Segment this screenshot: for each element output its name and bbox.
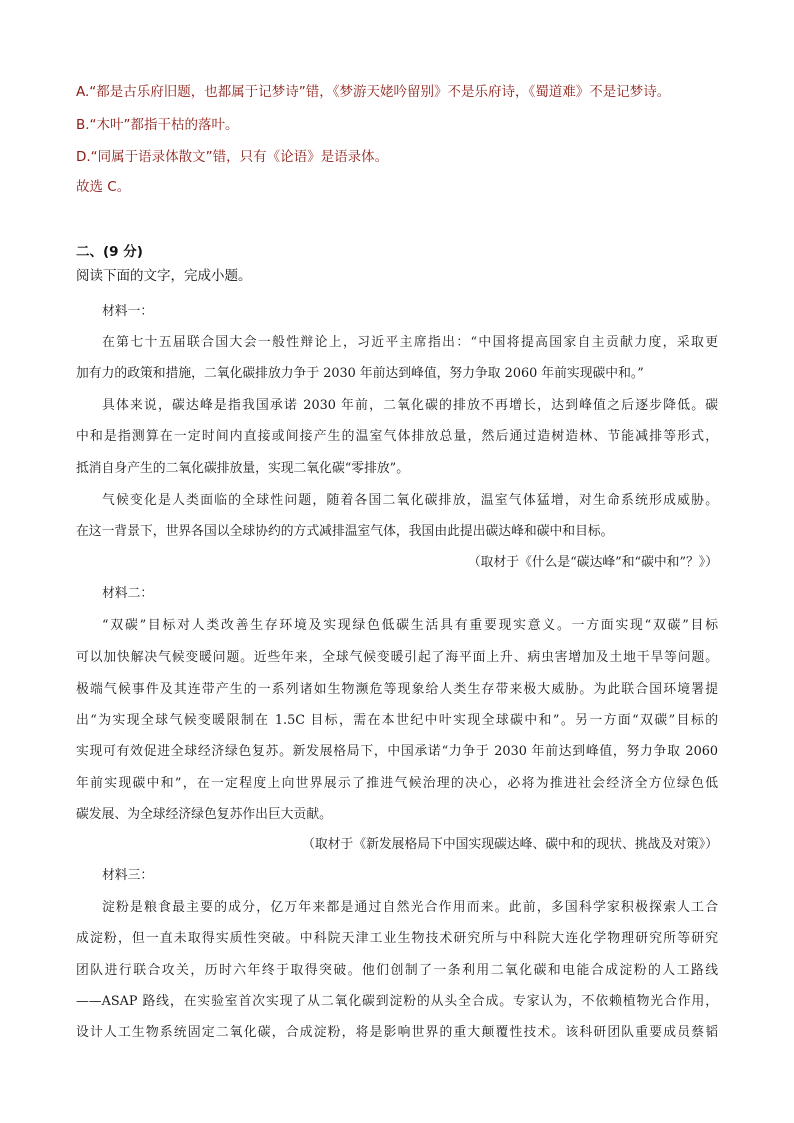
section-heading: 二、(9 分)	[76, 244, 143, 260]
material1-source: （取材于《什么是“碳达峰”和“碳中和”？》）	[467, 555, 718, 570]
material2-line: 碳发展、为全球经济绿色复苏作出巨大贡献。	[76, 807, 332, 822]
material1-line: 气候变化是人类面临的全球性问题，随着各国二氧化碳排放，温室气体猛增，对生命系统形成威胁。	[102, 493, 718, 508]
material3-line: 团队进行联合攻关，历时六年终于取得突破。他们创制了一条利用二氧化碳和电能合成淀粉的人工路线	[76, 963, 718, 978]
material1-line: 加有力的政策和措施，二氧化碳排放力争于 2030 年前达到峰值，努力争取 2060 年前实现碳中和。”	[76, 366, 644, 381]
material2-line: “双碳”目标对人类改善生存环境及实现绿色低碳生活具有重要现实意义。一方面实现“双碳”目标	[102, 618, 718, 633]
material2-label: 材料二：	[102, 586, 154, 601]
material3-line: 淀粉是粮食最主要的成分，亿万年来都是通过自然光合作用而来。此前，多国科学家积极探索人工合	[102, 900, 718, 915]
material1-line: 抵消自身产生的二氧化碳排放量，实现二氧化碳“零排放”。	[76, 461, 410, 476]
material2-line: 可以加快解决气候变暖问题。近些年来，全球气候变暖引起了海平面上升、病虫害增加及土地干旱等问题。	[76, 650, 718, 665]
material3-line: ——ASAP 路线，在实验室首次实现了从二氧化碳到淀粉的从头全合成。专家认为，不依赖植物光合作用，	[76, 994, 718, 1009]
material1-line: 具体来说，碳达峰是指我国承诺 2030 年前，二氧化碳的排放不再增长，达到峰值之后逐步降低。碳	[102, 398, 718, 413]
material1-line: 中和是指测算在一定时间内直接或间接产生的温室气体排放总量，然后通过造树造林、节能减排等形式，	[76, 429, 718, 444]
material3-label: 材料三：	[102, 868, 154, 883]
material3-line: 设计人工生物系统固定二氧化碳，合成淀粉，将是影响世界的重大颠覆性技术。该科研团队重要成员蔡韬	[76, 1025, 718, 1040]
section-instruction: 阅读下面的文字，完成小题。	[76, 268, 252, 284]
material1-line: 在第七十五届联合国大会一般性辩论上，习近平主席指出：“中国将提高国家自主贡献力度，采取更	[102, 335, 718, 350]
material3-line: 成淀粉，但一直未取得实质性突破。中科院天津工业生物技术研究所与中科院大连化学物理研究所等研究	[76, 931, 718, 946]
answer-option-d: D.“同属于语录体散文”错，只有《论语》是语录体。	[76, 149, 389, 165]
material2-line: 极端气候事件及其连带产生的一系列诸如生物濒危等现象给人类生存带来极大威胁。为此联合国环境署提	[76, 682, 718, 697]
material1-line: 在这一背景下，世界各国以全球协约的方式减排温室气体，我国由此提出碳达峰和碳中和目标。	[76, 524, 614, 539]
answer-option-b: B.“木叶”都指干枯的落叶。	[76, 117, 239, 133]
answer-conclusion: 故选 C。	[76, 179, 131, 195]
material1-label: 材料一：	[102, 304, 154, 319]
material2-line: 出“为实现全球气候变暖限制在 1.5C 目标，需在本世纪中叶实现全球碳中和”。另一方面“双碳”目标的	[76, 713, 718, 728]
material2-source: （取材于《新发展格局下中国实现碳达峰、碳中和的现状、挑战及对策》）	[302, 837, 718, 852]
material2-line: 实现可有效促进全球经济绿色复苏。新发展格局下，中国承诺“力争于 2030 年前达到峰值，努力争取 2060	[76, 744, 718, 759]
material2-line: 年前实现碳中和”，在一定程度上向世界展示了推进气候治理的决心，必将为推进社会经济全方位绿色低	[76, 776, 718, 791]
answer-option-a: A.“都是古乐府旧题，也都属于记梦诗”错，《梦游天姥吟留别》不是乐府诗，《蜀道难》不是记梦诗。	[76, 84, 671, 100]
